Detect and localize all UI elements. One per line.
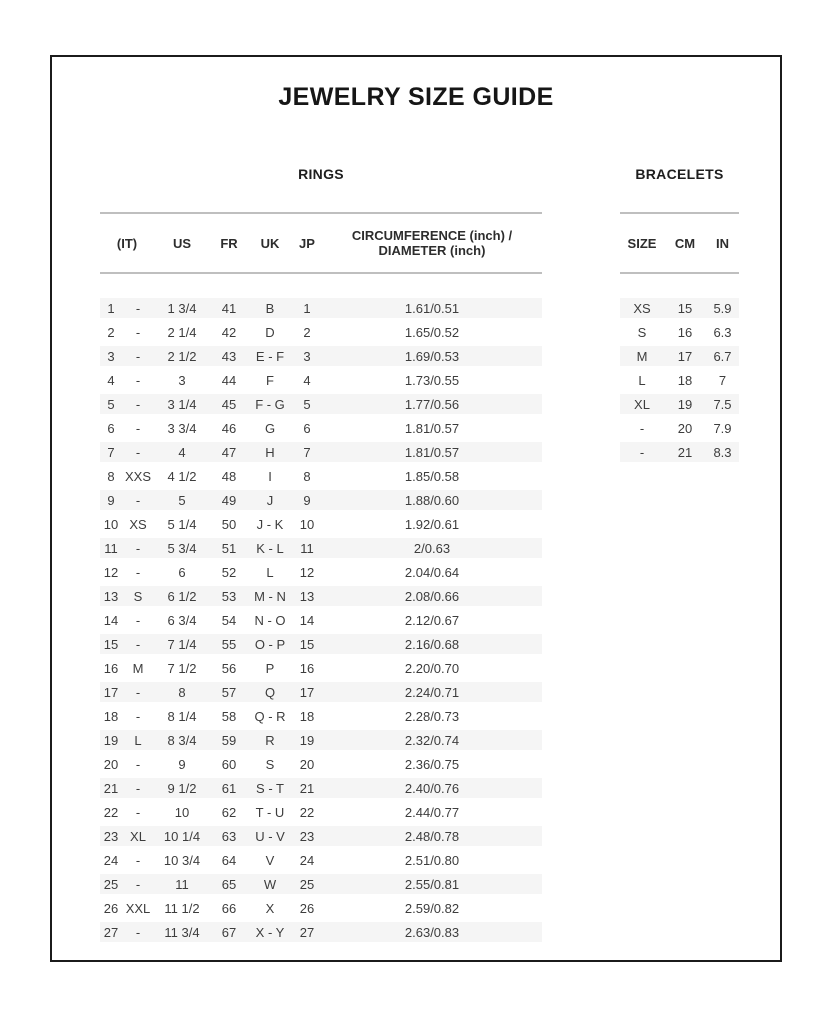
table-cell: 19 [100,728,122,752]
table-cell: Q - R [254,708,286,724]
table-cell: 5.9 [706,296,739,320]
size-guide-card [50,55,782,962]
table-cell: 9 1/2 [154,776,210,800]
table-cell: 9 [100,488,122,512]
table-cell: 1.92/0.61 [404,516,460,532]
table-cell: 42 [221,324,237,340]
bracelets-table [620,296,739,464]
table-cell: X [265,900,275,916]
table-cell: 11 [292,536,322,560]
table-row [100,320,542,344]
table-cell: K - L [248,536,292,560]
table-row [100,728,542,752]
table-cell: 11 [100,536,122,560]
table-row [100,416,542,440]
table-cell: - [122,440,154,464]
table-cell: 11 1/2 [164,900,200,916]
table-cell: XL [122,824,154,848]
table-cell: 1.85/0.58 [404,468,460,484]
table-cell: 4 [154,440,210,464]
table-cell: - [122,920,154,944]
bracelets-col-in: IN [706,213,739,273]
rings-col-uk: UK [248,213,292,273]
table-cell: - [639,420,645,436]
table-cell: 20 [299,756,315,772]
page-title: JEWELRY SIZE GUIDE [278,83,554,111]
table-cell: 7 1/2 [167,660,197,676]
table-cell: U - V [248,824,292,848]
table-cell: 18 [677,372,693,388]
table-cell: 6 [303,420,311,436]
table-cell: 5 3/4 [154,536,210,560]
table-cell: 6 [178,564,186,580]
table-cell: 2 [107,324,115,340]
table-cell: Q [248,680,292,704]
table-cell: 62 [221,804,237,820]
table-cell: 1 [100,296,122,320]
table-cell: 66 [221,900,237,916]
table-cell: 1.61/0.51 [322,296,542,320]
table-cell: 3 3/4 [167,420,197,436]
table-cell: 7.5 [706,392,739,416]
table-cell: - [135,852,141,868]
table-cell: 6.3 [713,324,732,340]
table-cell: 2.28/0.73 [404,708,460,724]
table-cell: O - P [248,632,292,656]
table-cell: 46 [221,420,237,436]
table-cell: 15 [664,296,706,320]
table-cell: 65 [210,872,248,896]
table-cell: - [122,632,154,656]
table-cell: 63 [210,824,248,848]
table-row [620,344,739,368]
table-cell: 3 [100,344,122,368]
table-cell: 20 [103,756,119,772]
table-cell: 20 [677,420,693,436]
table-cell: - [620,440,664,464]
table-cell: 18 [103,708,119,724]
table-cell: 1.77/0.56 [322,392,542,416]
table-cell: 15 [100,632,122,656]
table-row [620,440,739,464]
table-row [620,368,739,392]
table-cell: 60 [221,756,237,772]
bracelets-section-title: BRACELETS [635,166,724,182]
table-cell: 2.36/0.75 [404,756,460,772]
table-cell: 1.81/0.57 [322,440,542,464]
table-cell: 51 [210,536,248,560]
table-cell: E - F [248,344,292,368]
table-cell: 1.69/0.53 [322,344,542,368]
table-cell: 23 [100,824,122,848]
table-row [100,848,542,872]
table-cell: - [122,296,154,320]
rings-col-fr: FR [210,213,248,273]
table-cell: 5 1/4 [167,516,197,532]
table-row [100,704,542,728]
table-cell: 8.3 [706,440,739,464]
table-cell: XL [620,392,664,416]
rings-table [100,296,542,944]
table-cell: L [122,728,154,752]
table-cell: 1 [292,296,322,320]
table-row [100,368,542,392]
table-row [100,776,542,800]
table-cell: 10 [174,804,190,820]
table-cell: 12 [299,564,315,580]
table-cell: 8 3/4 [154,728,210,752]
table-cell: S - T [248,776,292,800]
table-cell: - [122,776,154,800]
table-cell: 25 [292,872,322,896]
table-cell: 17 [664,344,706,368]
table-cell: 13 [100,584,122,608]
table-cell: - [122,392,154,416]
table-cell: L [638,372,646,388]
table-cell: 6 [107,420,115,436]
table-cell: 1.73/0.55 [404,372,460,388]
table-row [620,320,739,344]
table-cell: 5 [100,392,122,416]
table-cell: M [132,660,144,676]
table-row [100,920,542,944]
table-cell: 2.08/0.66 [322,584,542,608]
table-cell: 45 [210,392,248,416]
table-cell: 52 [221,564,237,580]
table-cell: 15 [292,632,322,656]
rings-col-us: US [154,213,210,273]
table-cell: 16 [299,660,315,676]
table-cell: 12 [103,564,119,580]
rings-section-title: RINGS [298,166,344,182]
table-cell: - [135,420,141,436]
table-cell: 59 [210,728,248,752]
rings-col-it: (IT) [100,213,154,273]
table-row [100,752,542,776]
table-cell: 8 [107,468,115,484]
table-cell: - [135,804,141,820]
table-cell: 8 1/4 [167,708,197,724]
table-cell: 2.32/0.74 [322,728,542,752]
table-row [100,392,542,416]
table-cell: 67 [210,920,248,944]
table-cell: 10 [103,516,119,532]
table-cell: 10 1/4 [154,824,210,848]
table-cell: - [122,536,154,560]
table-cell: 2.44/0.77 [404,804,460,820]
table-cell: T - U [255,804,285,820]
table-cell: 53 [210,584,248,608]
table-cell: R [248,728,292,752]
table-cell: 2.40/0.76 [322,776,542,800]
table-cell: B [248,296,292,320]
table-cell: 2.51/0.80 [404,852,460,868]
table-cell: 11 [154,872,210,896]
bracelets-col-cm: CM [664,213,706,273]
table-cell: - [135,564,141,580]
table-cell: 9 [178,756,186,772]
table-cell: 1.65/0.52 [404,324,460,340]
bracelets-header-table [620,212,739,274]
rings-header-row [100,213,542,273]
table-row [620,416,739,440]
table-cell: 2.20/0.70 [404,660,460,676]
rings-table-body [100,296,542,944]
table-cell: 17 [292,680,322,704]
table-cell: 9 [292,488,322,512]
table-cell: J - K [256,516,284,532]
table-cell: 7 1/4 [154,632,210,656]
table-cell: 26 [103,900,119,916]
table-cell: 19 [292,728,322,752]
table-cell: 17 [100,680,122,704]
table-cell: 7.9 [713,420,732,436]
table-cell: W [248,872,292,896]
table-row [100,656,542,680]
table-cell: 27 [100,920,122,944]
table-cell: 6.7 [706,344,739,368]
table-cell: 3 [292,344,322,368]
table-row [100,344,542,368]
table-row [100,584,542,608]
table-cell: 8 [154,680,210,704]
table-cell: 48 [221,468,237,484]
table-cell: 24 [103,852,119,868]
table-cell: 2 1/4 [167,324,197,340]
table-row [100,512,542,536]
table-cell: 18 [299,708,315,724]
table-cell: P [265,660,275,676]
table-cell: 7 [100,440,122,464]
table-cell: 21 [292,776,322,800]
table-cell: 2.16/0.68 [322,632,542,656]
table-cell: V [265,852,275,868]
table-row [100,824,542,848]
table-cell: - [122,344,154,368]
table-cell: 24 [299,852,315,868]
table-cell: - [135,756,141,772]
table-cell: 41 [210,296,248,320]
table-cell: 22 [103,804,119,820]
table-cell: 4 [303,372,311,388]
table-cell: 2 1/2 [154,344,210,368]
rings-col-jp: JP [292,213,322,273]
table-cell: 54 [221,612,237,628]
table-cell: M - N [248,584,292,608]
table-cell: 56 [221,660,237,676]
table-cell: 10 3/4 [163,852,201,868]
table-cell: 61 [210,776,248,800]
table-cell: - [135,324,141,340]
table-cell: 2 [303,324,311,340]
table-cell: 6 1/2 [154,584,210,608]
table-row [100,440,542,464]
table-cell: 2/0.63 [322,536,542,560]
table-cell: 23 [292,824,322,848]
table-row [100,872,542,896]
table-cell: X - Y [248,920,292,944]
table-cell: 1.88/0.60 [322,488,542,512]
table-cell: 21 [100,776,122,800]
table-row [100,680,542,704]
table-cell: 7 [718,372,727,388]
table-row [620,296,739,320]
table-row [100,608,542,632]
table-cell: S [122,584,154,608]
table-cell: D [265,324,275,340]
table-cell: N - O [254,612,286,628]
table-cell: 3 [178,372,186,388]
table-cell: S [637,324,647,340]
table-cell: 2.04/0.64 [404,564,460,580]
table-cell: 64 [221,852,237,868]
rings-col-circumference [322,213,542,273]
table-cell: 50 [221,516,237,532]
table-cell: 44 [221,372,237,388]
table-cell: 5 [154,488,210,512]
table-cell: S [265,756,275,772]
table-row [100,632,542,656]
table-cell: - [135,372,141,388]
table-cell: M [620,344,664,368]
circumference-header-line1: CIRCUMFERENCE (inch) / [351,228,513,243]
bracelets-col-size: SIZE [620,213,664,273]
bracelets-header-row [620,213,739,273]
table-cell: XXS [124,468,151,484]
rings-header-table [100,212,542,274]
table-cell: XS [129,516,147,532]
table-cell: 2.48/0.78 [322,824,542,848]
table-cell: 3 1/4 [154,392,210,416]
table-cell: 14 [103,612,119,628]
circumference-header-line2: DIAMETER (inch) [378,243,486,258]
table-row [100,464,542,488]
table-cell: 14 [299,612,315,628]
bracelets-table-body [620,296,739,464]
table-cell: 7 [292,440,322,464]
table-row [620,392,739,416]
table-cell: F [266,372,274,388]
table-cell: 43 [210,344,248,368]
table-cell: 4 [107,372,115,388]
table-cell: XS [620,296,664,320]
table-cell: 11 3/4 [154,920,210,944]
table-cell: - [135,708,141,724]
table-cell: 58 [221,708,237,724]
table-cell: 55 [210,632,248,656]
table-cell: F - G [248,392,292,416]
table-row [100,896,542,920]
table-cell: 1 3/4 [154,296,210,320]
table-cell: 19 [664,392,706,416]
table-cell: H [248,440,292,464]
table-cell: L [266,564,274,580]
table-cell: 2.55/0.81 [322,872,542,896]
table-row [100,488,542,512]
table-cell: 47 [210,440,248,464]
table-cell: 26 [299,900,315,916]
table-cell: 2.59/0.82 [404,900,460,916]
table-cell: 22 [299,804,315,820]
table-cell: 1.81/0.57 [404,420,460,436]
table-cell: 25 [100,872,122,896]
table-cell: 2.12/0.67 [404,612,460,628]
table-cell: G [264,420,276,436]
table-cell: 2.63/0.83 [322,920,542,944]
table-cell: - [135,612,141,628]
table-cell: XXL [125,900,151,916]
table-cell: 2.24/0.71 [322,680,542,704]
table-cell: 8 [303,468,311,484]
table-cell: - [122,872,154,896]
table-cell: 5 [292,392,322,416]
table-cell: 6 3/4 [167,612,197,628]
table-cell: 4 1/2 [167,468,197,484]
table-cell: 16 [677,324,693,340]
table-cell: - [122,488,154,512]
table-row [100,560,542,584]
table-cell: 57 [210,680,248,704]
table-row [100,296,542,320]
table-cell: J [248,488,292,512]
table-cell: I [268,468,272,484]
table-cell: 21 [664,440,706,464]
table-cell: - [122,680,154,704]
table-cell: 16 [103,660,119,676]
table-row [100,536,542,560]
table-cell: 10 [299,516,315,532]
table-cell: 49 [210,488,248,512]
table-cell: 13 [292,584,322,608]
table-row [100,800,542,824]
table-cell: 27 [292,920,322,944]
